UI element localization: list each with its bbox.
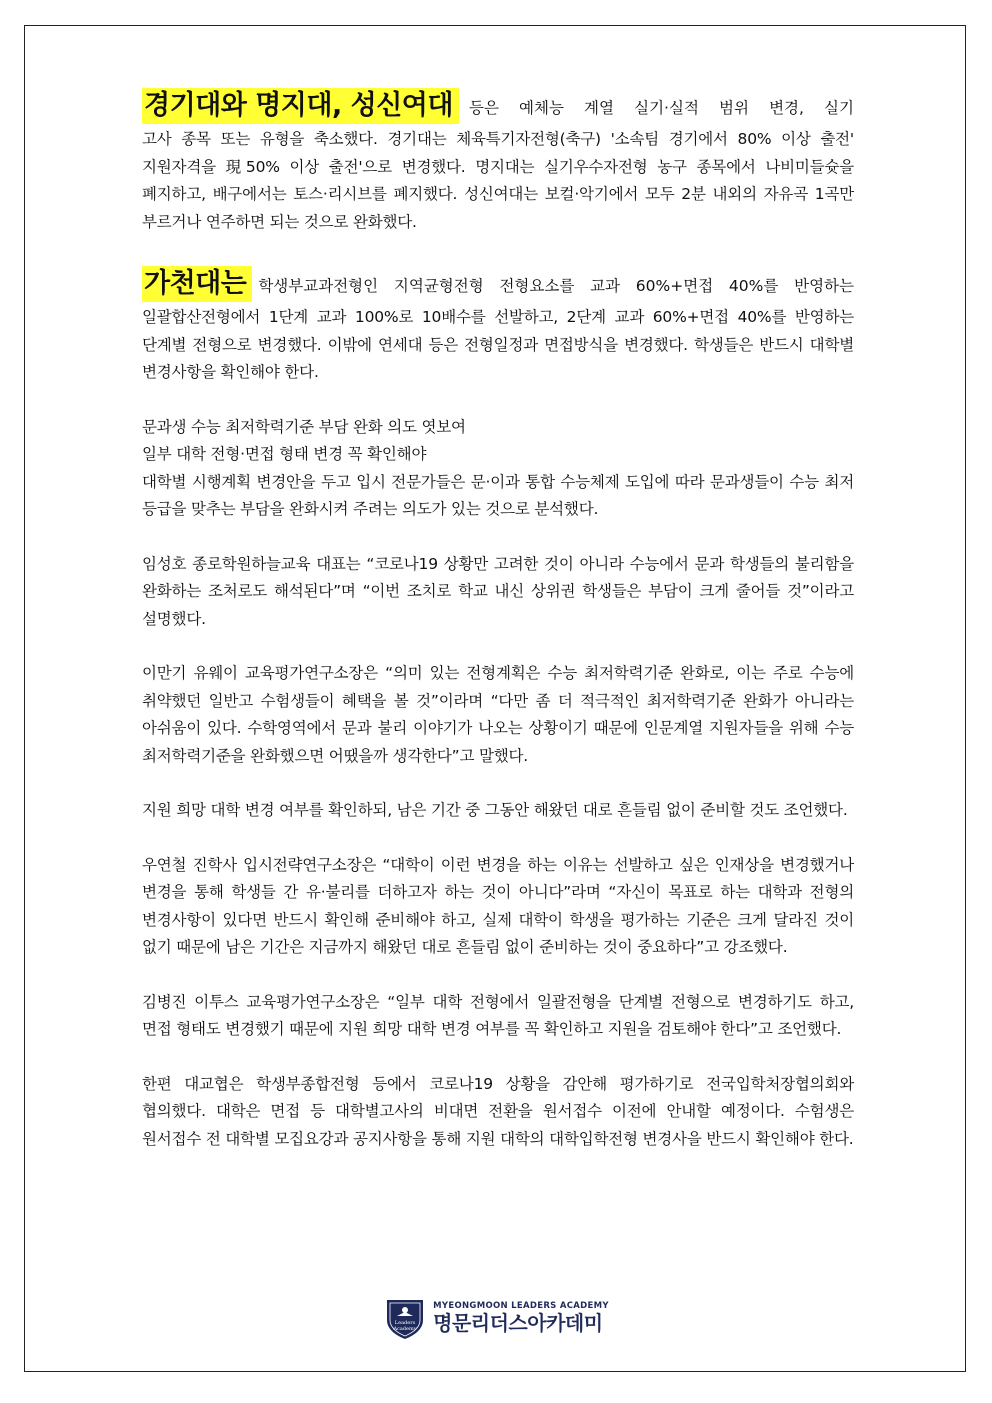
- svg-text:Academy: Academy: [393, 1326, 417, 1332]
- shield-emblem-icon: [383, 1296, 427, 1340]
- section-gachon-lead: [142, 266, 854, 302]
- paragraph: 한편 대교협은 학생부종합전형 등에서 코로나19 상황을 감안해 평가하기로 전국입학처장협의회와 협의했다. 대학은 면접 등 대학별고사의 비대면 전환을 원서접수 이전에 안내할 예정이다. 수험생은 원서접수 전 대학별 모집요강과 공지사항을 통해 지원 대학의 대학입학전형 변경사을 반드시 확인해야 한다.: [142, 1074, 854, 1148]
- subheading: 일부 대학 전형·면접 형태 변경 꼭 확인해야: [142, 445, 427, 463]
- article-body: [142, 88, 854, 1153]
- paragraph: 김병진 이투스 교육평가연구소장은 “일부 대학 전형에서 일괄전형을 단계별 전형으로 변경하기도 하고, 면접 형태도 변경했기 때문에 지원 희망 대학 변경 여부를 꼭 확인하고 지원을 검토해야 한다”고 조언했다.: [142, 992, 854, 1038]
- subheading: 문과생 수능 최저학력기준 부담 완화 의도 엿보여: [142, 417, 466, 436]
- academy-logo: [0, 1296, 992, 1340]
- highlighted-heading: 경기대와 명지대, 성신여대: [142, 88, 459, 124]
- paragraph: 고사 종목 또는 유형을 축소했다. 경기대는 체육특기자전형(축구) '소속팀 경기에서 80% 이상 출전' 지원자격을 現50% 이상 출전'으로 변경했다. 명지대는 실기우수자전형 농구 종목에서 나비미들슛을 폐지하고, 배구에서는 토스·리시브를 폐지했다. 성신여대는 보컬·악기에서 모두 2분 내외의 자유곡 1곡만 부르거나 연주하면 되는 것으로 완화했다.: [142, 130, 854, 231]
- logo-korean-name: 명문리더스아카데미: [433, 1311, 603, 1335]
- logo-english-name: MYEONGMOON LEADERS ACADEMY: [433, 1301, 609, 1311]
- paragraph: 대학별 시행계획 변경안을 두고 입시 전문가들은 문·이과 통합 수능체제 도입에 따라 문과생들이 수능 최저 등급을 맞추는 부담을 완화시켜 주려는 의도가 있는 것으로 분석했다.: [142, 472, 854, 518]
- paragraph: 임성호 종로학원하늘교육 대표는 “코로나19 상황만 고려한 것이 아니라 수능에서 문과 학생들의 불리함을 완화하는 조처로도 해석된다”며 “이번 조치로 학교 내신 상위권 학생들은 부담이 크게 줄어들 것”이라고 설명했다.: [142, 554, 854, 628]
- paragraph: 일괄합산전형에서 1단계 교과 100%로 10배수를 선발하고, 2단계 교과 60%+면접 40%를 반영하는 단계별 전형으로 변경했다. 이밖에 연세대 등은 전형일정과 면접방식을 변경했다. 학생들은 반드시 대학별 변경사항을 확인해야 한다.: [142, 308, 854, 381]
- section-gyeonggi-lead: [142, 88, 854, 124]
- paragraph: 우연철 진학사 입시전략연구소장은 “대학이 이런 변경을 하는 이유는 선발하고 싶은 인재상을 변경했거나 변경을 통해 학생들 간 유·불리를 더하고자 하는 것이 아니다”라며 “자신이 목표로 하는 대학과 전형의 변경사항이 있다면 반드시 확인해 준비해야 하고, 실제 대학이 학생을 평가하는 기준은 크게 달라진 것이 없기 때문에 남은 기간은 지금까지 해왔던 대로 흔들림 없이 준비하는 것이 중요하다”고 강조했다.: [142, 855, 854, 956]
- paragraph: 지원 희망 대학 변경 여부를 확인하되, 남은 기간 중 그동안 해왔던 대로 흔들림 없이 준비할 것도 조언했다.: [142, 801, 848, 819]
- emblem-text: Leaders: [394, 1320, 416, 1326]
- lead-text: 학생부교과전형인 지역균형전형 전형요소를 교과 60%+면접 40%를 반영하는: [258, 276, 854, 295]
- highlighted-heading: 가천대는: [142, 266, 252, 302]
- paragraph: 이만기 유웨이 교육평가연구소장은 “의미 있는 전형계획은 수능 최저학력기준 완화로, 이는 주로 수능에 취약했던 일반고 수험생들이 혜택을 볼 것”이라며 “다만 좀 더 적극적인 최저학력기준 완화가 아니라는 아쉬움이 있다. 수학영역에서 문과 불리 이야기가 나오는 상황이기 때문에 인문계열 지원자들을 위해 수능 최저학력기준을 완화했으면 어땠을까 생각한다”고 말했다.: [142, 664, 854, 765]
- lead-text: 등은 예체능 계열 실기·실적 범위 변경, 실기: [468, 98, 854, 117]
- logo-text: [433, 1301, 609, 1335]
